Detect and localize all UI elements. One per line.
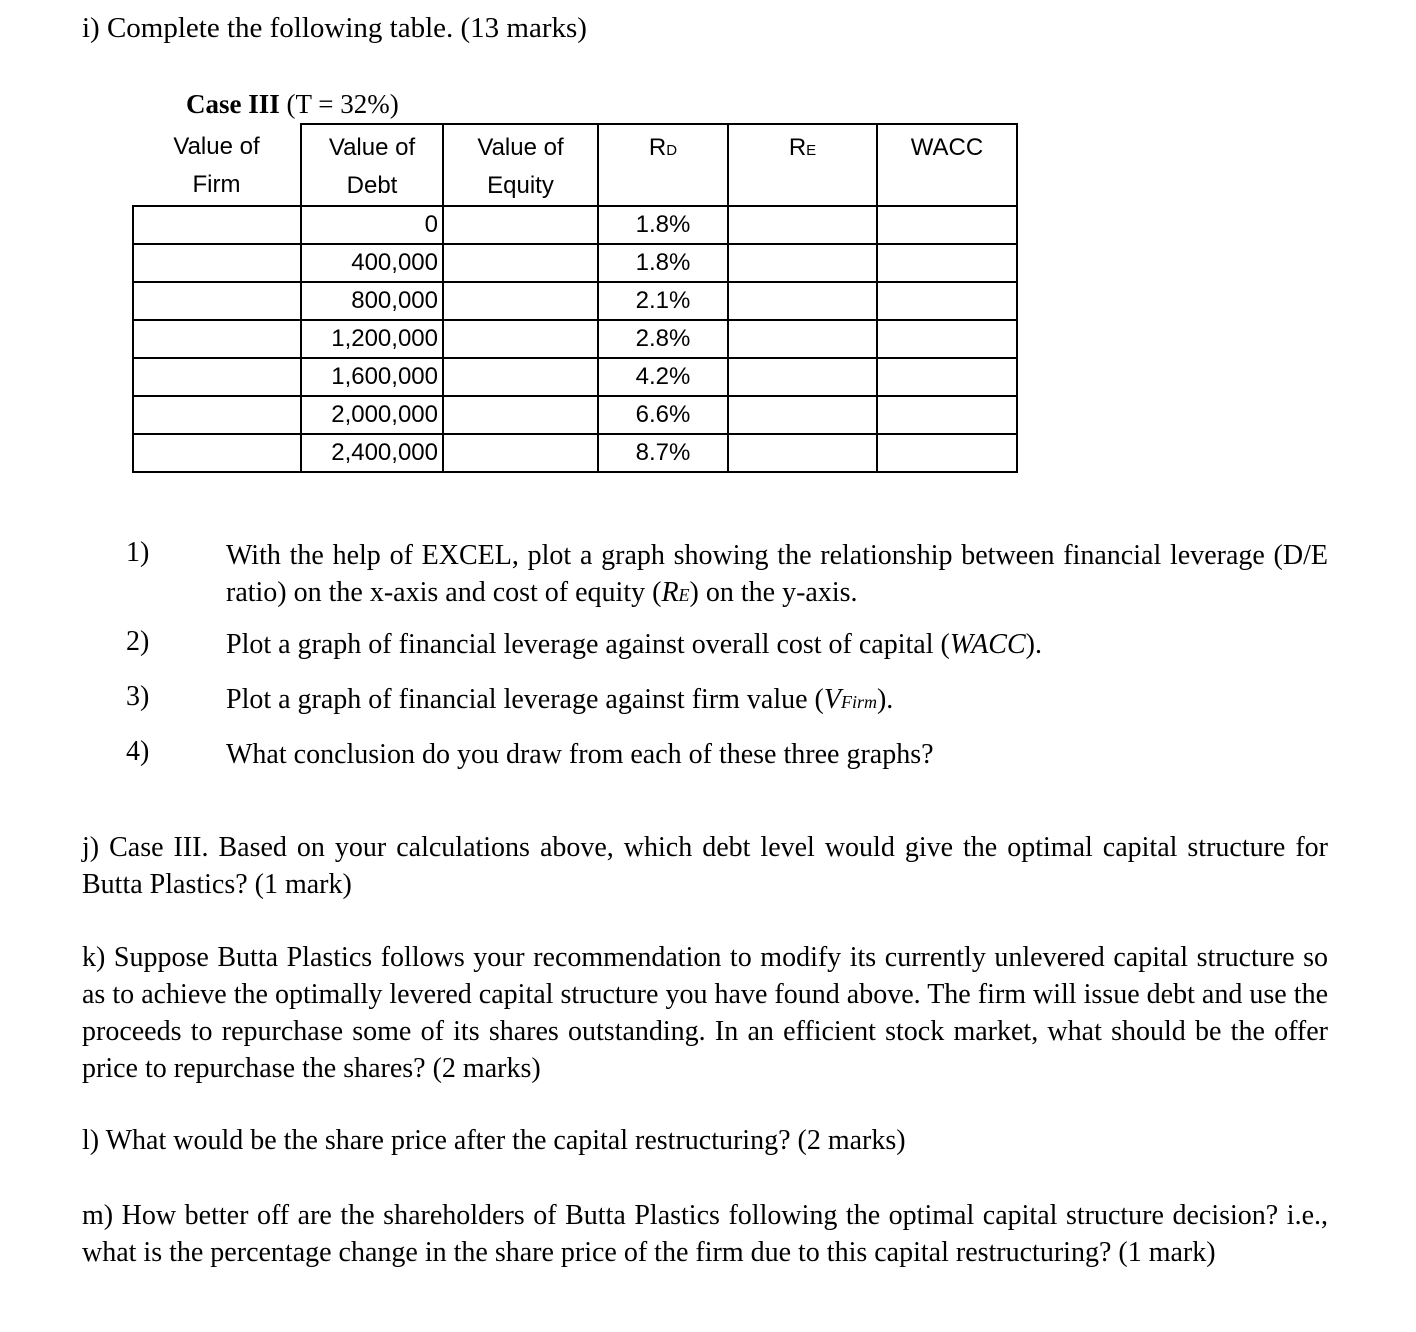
question-l: l) What would be the share price after the capital restructuring? (2 marks) (82, 1125, 906, 1156)
cell-re[interactable] (728, 206, 877, 244)
cell-rd: 4.2% (598, 358, 728, 396)
cell-firm-value[interactable] (133, 282, 301, 320)
question-i-title: i) Complete the following table. (13 marks) (82, 12, 587, 44)
header-wacc: WACC (877, 124, 1017, 206)
cell-equity[interactable] (443, 244, 598, 282)
table-header-row (133, 124, 1017, 206)
sub-item-number-2: 2) (126, 626, 150, 657)
cell-firm-value[interactable] (133, 320, 301, 358)
cell-rd: 2.1% (598, 282, 728, 320)
cell-equity[interactable] (443, 396, 598, 434)
re-symbol: R (661, 577, 679, 608)
cell-equity[interactable] (443, 434, 598, 472)
cell-wacc[interactable] (877, 434, 1017, 472)
sub-item-number-4: 4) (126, 736, 150, 767)
cell-debt: 1,600,000 (301, 358, 443, 396)
cell-rd: 1.8% (598, 206, 728, 244)
header-value-of-firm: Value of Firm (133, 124, 301, 206)
table-row (133, 244, 1017, 282)
cell-wacc[interactable] (877, 244, 1017, 282)
cell-firm-value[interactable] (133, 244, 301, 282)
cell-debt: 800,000 (301, 282, 443, 320)
case-label-tax-rate: (T = 32%) (279, 89, 399, 119)
cell-re[interactable] (728, 434, 877, 472)
cell-re[interactable] (728, 282, 877, 320)
cell-debt: 2,400,000 (301, 434, 443, 472)
table-row (133, 396, 1017, 434)
table-row (133, 358, 1017, 396)
cell-rd: 6.6% (598, 396, 728, 434)
header-value-of-debt: Value of Debt (301, 124, 443, 206)
cell-wacc[interactable] (877, 282, 1017, 320)
cell-debt: 2,000,000 (301, 396, 443, 434)
sub-item-text-1: With the help of EXCEL, plot a graph showing the relationship between financial leverage (D/E ratio) on the x-axis and cost of equity (RE) on the y-axis. (226, 540, 1328, 608)
case-label (186, 89, 399, 120)
cell-debt: 400,000 (301, 244, 443, 282)
table-row (133, 434, 1017, 472)
cell-debt: 1,200,000 (301, 320, 443, 358)
sub-item-number-1: 1) (126, 537, 150, 568)
vfirm-symbol: V (823, 684, 841, 715)
cell-firm-value[interactable] (133, 434, 301, 472)
question-k: k) Suppose Butta Plastics follows your recommendation to modify its currently unlevered capital structure so as to achieve the optimally levered capital structure you have found above. The firm will issue debt and use the proceeds to repurchase some of its shares outstanding. In an efficient stock market, what should be the offer price to repurchase the shares? (2 marks) (82, 942, 1328, 1084)
cell-re[interactable] (728, 244, 877, 282)
table-row (133, 206, 1017, 244)
table-row (133, 320, 1017, 358)
cell-re[interactable] (728, 358, 877, 396)
sub-item-text-2: Plot a graph of financial leverage against overall cost of capital (WACC). (226, 629, 1042, 660)
cell-re[interactable] (728, 396, 877, 434)
cell-equity[interactable] (443, 358, 598, 396)
header-rd: RD (598, 124, 728, 206)
question-j: j) Case III. Based on your calculations above, which debt level would give the optimal capital structure for Butta Plastics? (1 mark) (82, 832, 1328, 900)
cell-rd: 1.8% (598, 244, 728, 282)
cell-wacc[interactable] (877, 320, 1017, 358)
cell-equity[interactable] (443, 206, 598, 244)
cell-equity[interactable] (443, 282, 598, 320)
cell-equity[interactable] (443, 320, 598, 358)
cell-firm-value[interactable] (133, 396, 301, 434)
answer-table (132, 123, 1018, 473)
cell-rd: 2.8% (598, 320, 728, 358)
question-m: m) How better off are the shareholders of Butta Plastics following the optimal capital structure decision? i.e., what is the percentage change in the share price of the firm due to this capital restructuring? (1 mark) (82, 1200, 1328, 1268)
cell-debt: 0 (301, 206, 443, 244)
cell-wacc[interactable] (877, 396, 1017, 434)
header-value-of-equity: Value of Equity (443, 124, 598, 206)
header-re: RE (728, 124, 877, 206)
wacc-symbol: WACC (949, 629, 1026, 660)
sub-item-text-3: Plot a graph of financial leverage against firm value (VFirm). (226, 684, 894, 715)
case-label-bold: Case III (186, 89, 280, 119)
cell-firm-value[interactable] (133, 358, 301, 396)
cell-firm-value[interactable] (133, 206, 301, 244)
sub-item-number-3: 3) (126, 681, 150, 712)
sub-item-text-4: What conclusion do you draw from each of these three graphs? (226, 739, 934, 770)
cell-re[interactable] (728, 320, 877, 358)
cell-wacc[interactable] (877, 358, 1017, 396)
cell-wacc[interactable] (877, 206, 1017, 244)
cell-rd: 8.7% (598, 434, 728, 472)
table-row (133, 282, 1017, 320)
